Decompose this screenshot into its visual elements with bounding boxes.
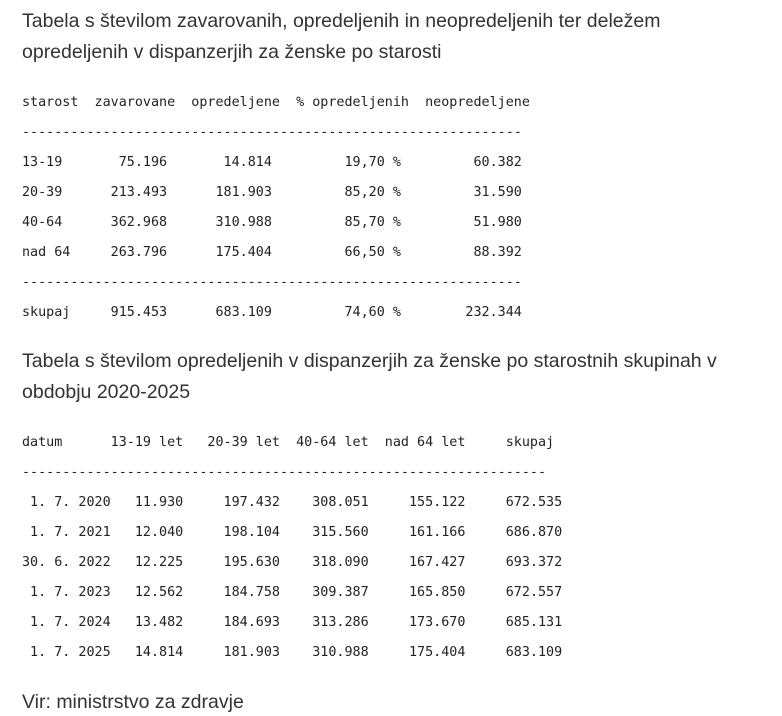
- table1-row-nad-64: nad 64 263.796 175.404 66,50 % 88.392: [22, 245, 522, 260]
- table1-row-13-19: 13-19 75.196 14.814 19,70 % 60.382: [22, 155, 522, 170]
- table1-preformatted: [22, 88, 530, 328]
- table1-divider-2: --------------------------------------------------------------: [22, 275, 522, 290]
- table2-row-2024: 1. 7. 2024 13.482 184.693 313.286 173.670 685.131: [22, 615, 563, 630]
- table2-row-2021: 1. 7. 2021 12.040 198.104 315.560 161.166 686.870: [22, 525, 563, 540]
- table1-row-40-64: 40-64 362.968 310.988 85,70 % 51.980: [22, 215, 522, 230]
- table2-divider: -----------------------------------------------------------------: [22, 465, 547, 480]
- table2-row-2022: 30. 6. 2022 12.225 195.630 318.090 167.427 693.372: [22, 555, 563, 570]
- table2-header: datum 13-19 let 20-39 let 40-64 let nad 64 let skupaj: [22, 435, 555, 450]
- table2-preformatted: [22, 428, 562, 668]
- table2-row-2023: 1. 7. 2023 12.562 184.758 309.387 165.850 672.557: [22, 585, 563, 600]
- table2-heading: Tabela s številom opredeljenih v dispanzerjih za ženske po starostnih skupinah v obdobju 2020-2025: [22, 350, 717, 403]
- table1-header: starost zavarovane opredeljene % opredeljenih neopredeljene: [22, 95, 530, 110]
- table2-row-2025: 1. 7. 2025 14.814 181.903 310.988 175.404 683.109: [22, 645, 563, 660]
- source-footer: Vir: ministrstvo za zdravje: [22, 691, 244, 713]
- table2-row-2020: 1. 7. 2020 11.930 197.432 308.051 155.122 672.535: [22, 495, 563, 510]
- table1-heading: Tabela s številom zavarovanih, opredeljenih in neopredeljenih ter deležem opredeljenih v dispanzerjih za ženske po starosti: [22, 10, 661, 63]
- table1-divider: --------------------------------------------------------------: [22, 125, 522, 140]
- table1-row-20-39: 20-39 213.493 181.903 85,20 % 31.590: [22, 185, 522, 200]
- table1-total-row: skupaj 915.453 683.109 74,60 % 232.344: [22, 305, 522, 320]
